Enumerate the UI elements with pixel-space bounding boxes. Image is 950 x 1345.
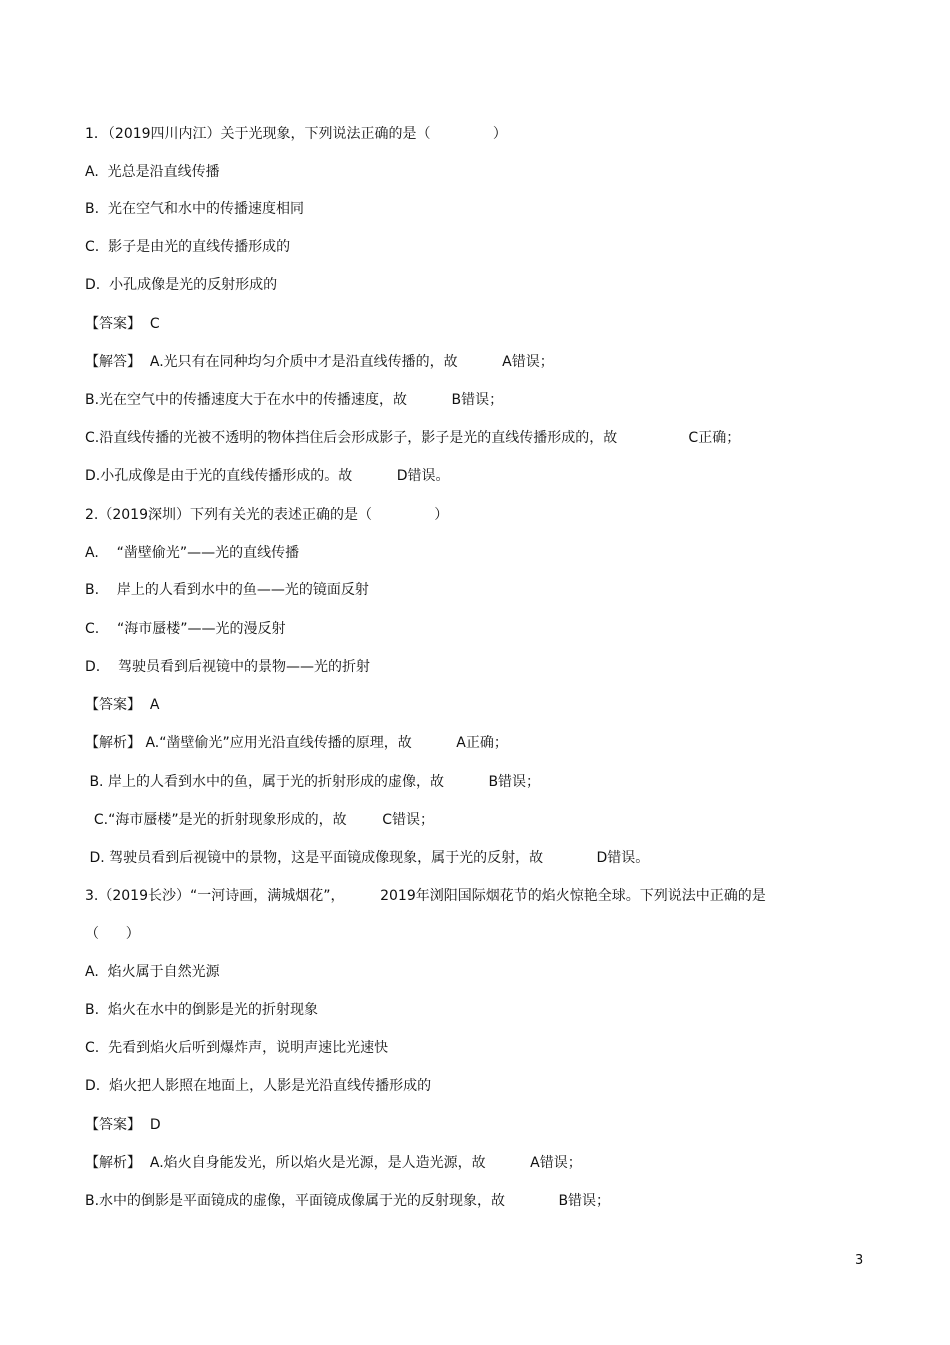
- question-2-option-c: C. “海市蜃楼”——光的漫反射: [85, 621, 286, 637]
- question-1-stem: 1．（2019四川内江）关于光现象，下列说法正确的是（ ）: [85, 126, 507, 142]
- question-3-answer: 【答案】 D: [85, 1117, 161, 1133]
- question-2-explanation-b: B. 岸上的人看到水中的鱼，属于光的折射形成的虚像，故 B错误；: [85, 774, 541, 790]
- question-1-explanation-b: B.光在空气中的传播速度大于在水中的传播速度，故 B错误；: [85, 392, 504, 408]
- question-3-option-c: C. 先看到焰火后听到爆炸声，说明声速比光速快: [85, 1040, 389, 1056]
- question-2-option-d: D. 驾驶员看到后视镜中的景物——光的折射: [85, 659, 371, 675]
- question-3-explanation-a: 【解析】 A.焰火自身能发光，所以焰火是光源，是人造光源，故 A错误；: [85, 1155, 582, 1171]
- question-2-answer: 【答案】 A: [85, 697, 160, 713]
- question-1-explanation-a: 【解答】 A.光只有在同种均匀介质中才是沿直线传播的，故 A错误；: [85, 354, 554, 370]
- question-2-explanation-d: D. 驾驶员看到后视镜中的景物，这是平面镜成像现象，属于光的反射，故 D错误。: [85, 850, 650, 866]
- question-2-option-a: A. “凿壁偷光”——光的直线传播: [85, 545, 300, 561]
- page-number: 3: [855, 1253, 864, 1268]
- question-1-option-b: B. 光在空气和水中的传播速度相同: [85, 201, 304, 217]
- question-3-stem: 3.（2019长沙）“一河诗画，满城烟花”， 2019年浏阳国际烟花节的焰火惊艳全球。下列说法中正确的是: [85, 888, 766, 904]
- question-1-option-a: A. 光总是沿直线传播: [85, 164, 220, 180]
- question-2-explanation-a: 【解析】 A.“凿壁偷光”应用光沿直线传播的原理，故 A正确；: [85, 735, 508, 751]
- question-3-option-d: D. 焰火把人影照在地面上，人影是光沿直线传播形成的: [85, 1078, 432, 1094]
- question-1-explanation-d: D.小孔成像是由于光的直线传播形成的。故 D错误。: [85, 468, 450, 484]
- question-3-explanation-b: B.水中的倒影是平面镜成的虚像，平面镜成像属于光的反射现象，故 B错误；: [85, 1193, 611, 1209]
- question-1-option-c: C. 影子是由光的直线传播形成的: [85, 239, 291, 255]
- question-2-option-b: B. 岸上的人看到水中的鱼——光的镜面反射: [85, 582, 369, 598]
- question-1-explanation-c: C.沿直线传播的光被不透明的物体挡住后会形成影子，影子是光的直线传播形成的，故 C正确；: [85, 430, 741, 446]
- question-1-option-d: D. 小孔成像是光的反射形成的: [85, 277, 278, 293]
- question-3-option-b: B. 焰火在水中的倒影是光的折射现象: [85, 1002, 318, 1018]
- question-2-stem: 2.（2019深圳）下列有关光的表述正确的是（ ）: [85, 507, 449, 523]
- question-2-explanation-c: C.“海市蜃楼”是光的折射现象形成的，故 C错误；: [85, 812, 435, 828]
- question-3-option-a: A. 焰火属于自然光源: [85, 964, 220, 980]
- question-3-answer-blank: （ ）: [85, 926, 140, 942]
- question-1-answer: 【答案】 C: [85, 316, 160, 332]
